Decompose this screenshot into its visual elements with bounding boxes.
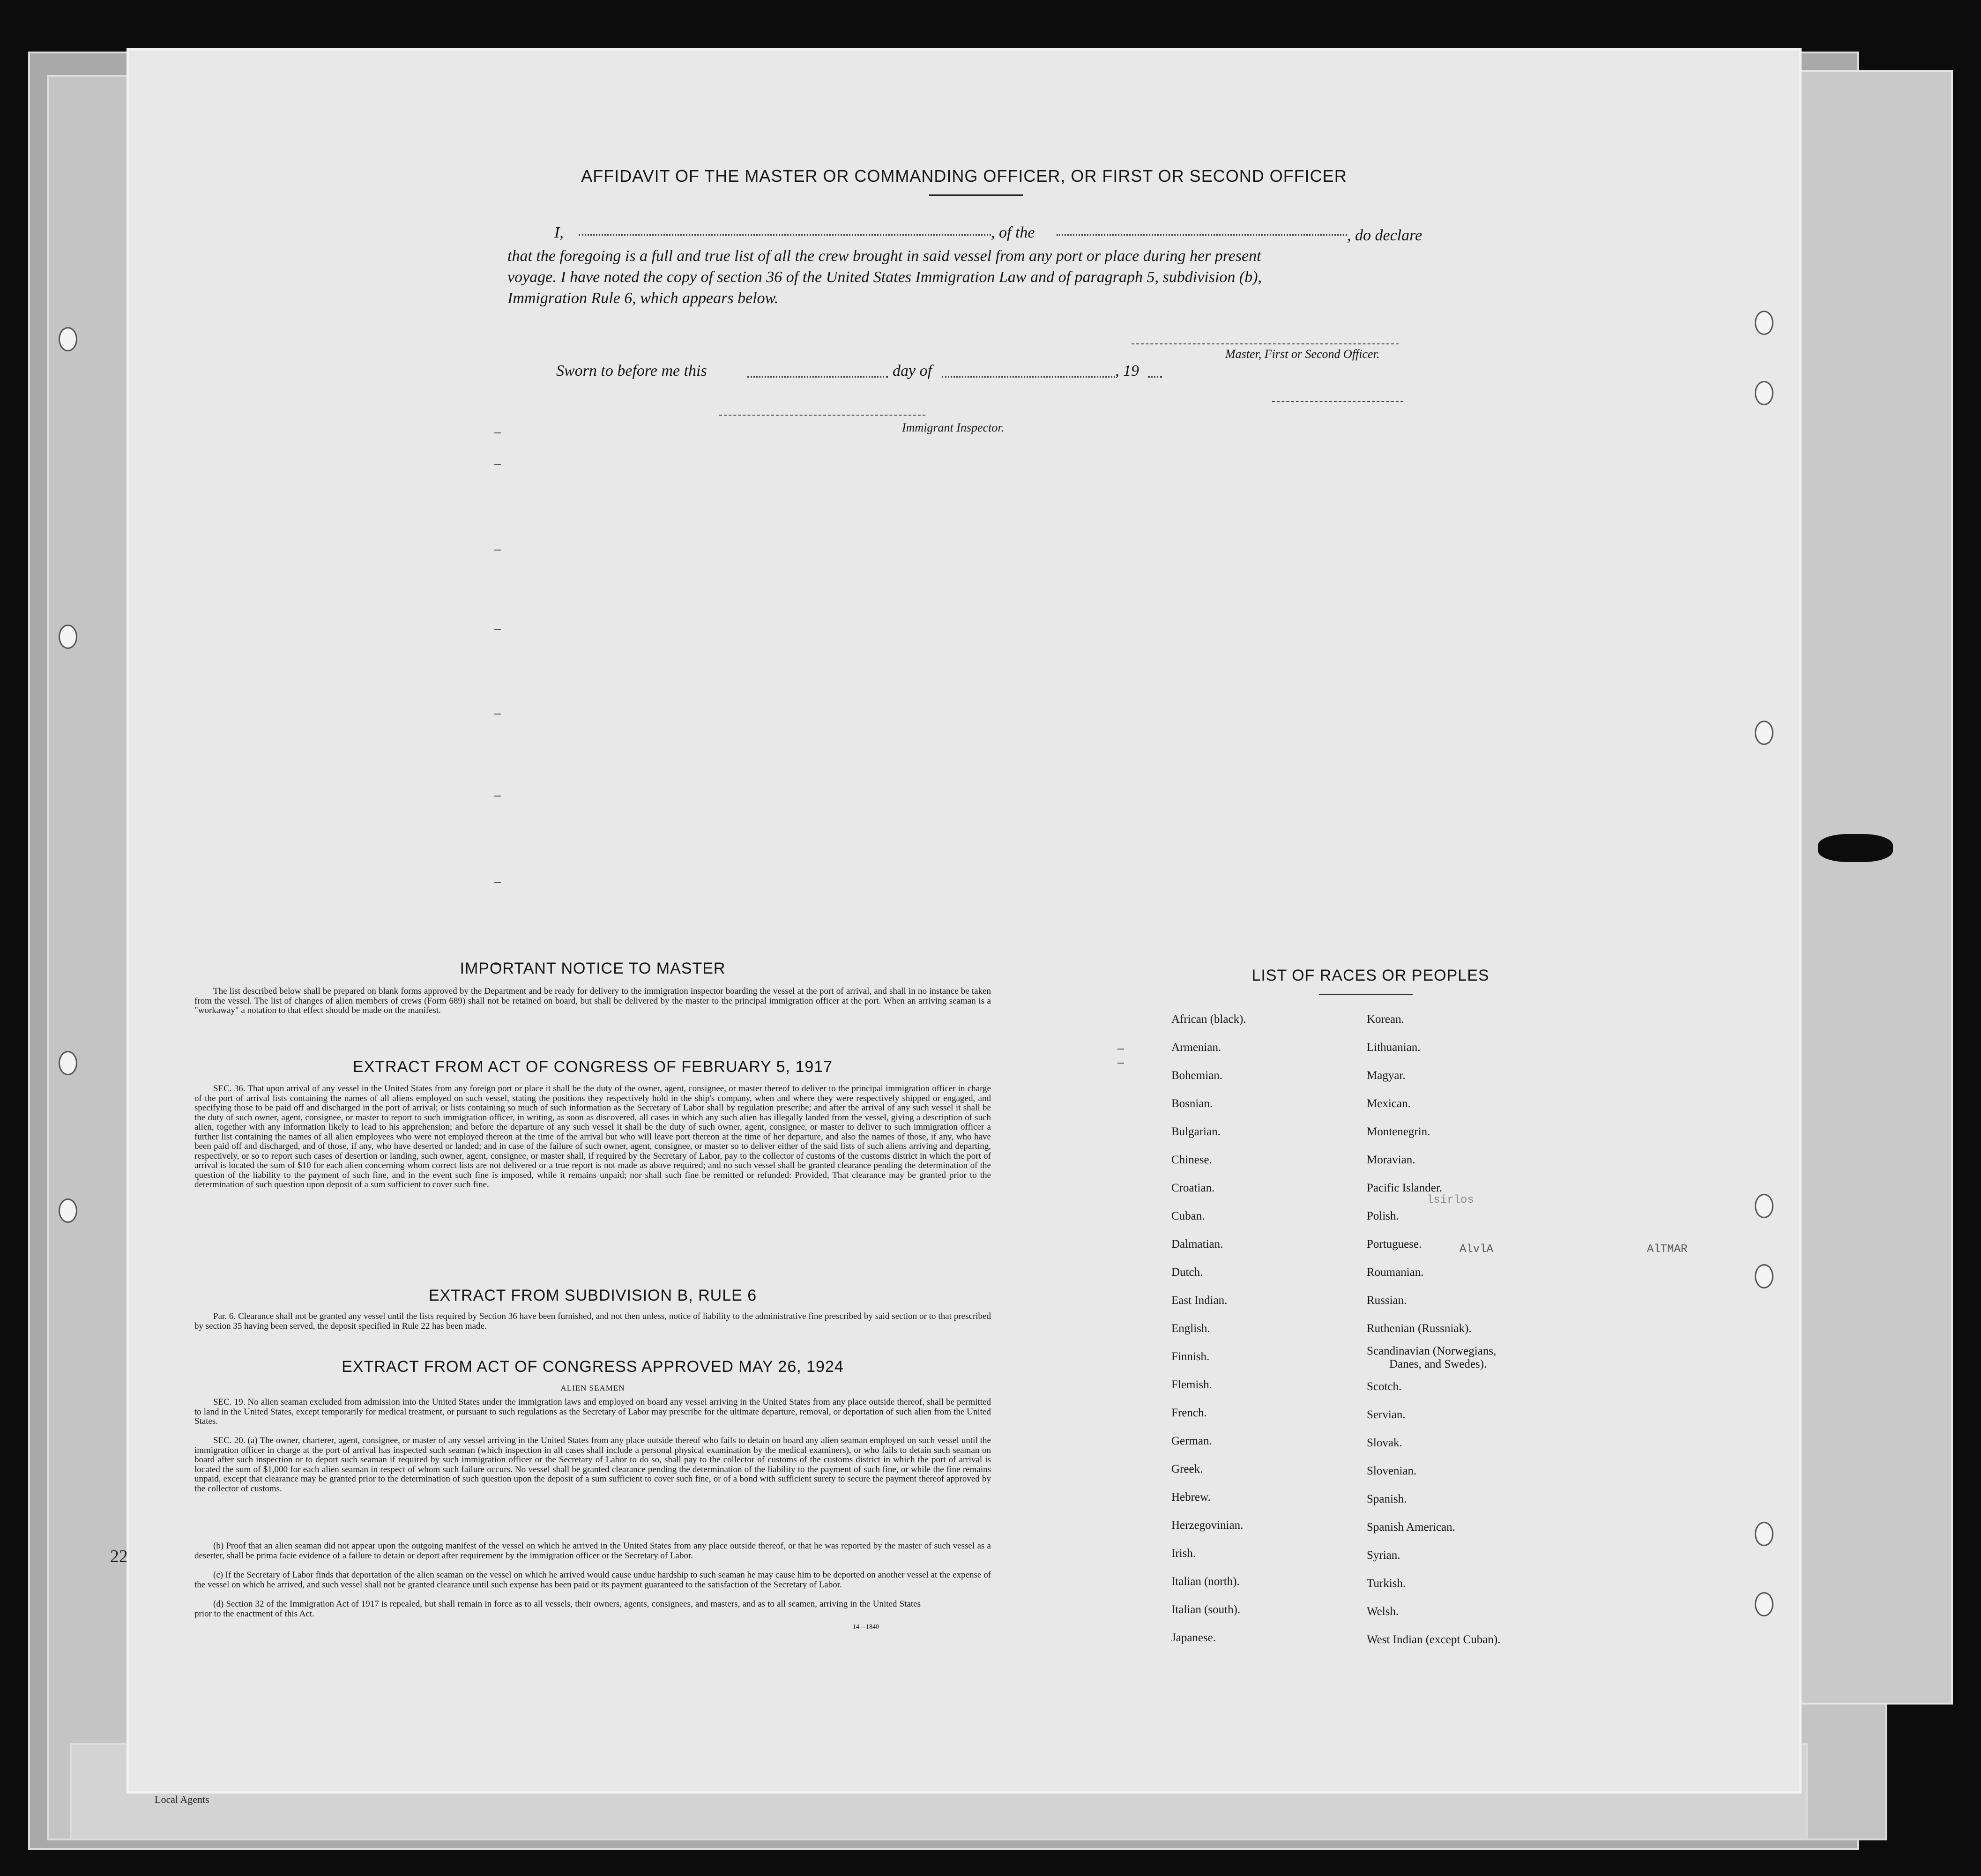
race-item: Herzegovinian. <box>1171 1519 1244 1532</box>
alien-seamen-subheading: ALIEN SEAMEN <box>560 1384 625 1392</box>
underlying-page-right-edge <box>1790 70 1953 1705</box>
race-item: Welsh. <box>1367 1605 1399 1618</box>
race-item: Servian. <box>1367 1408 1406 1421</box>
subdivision-heading: EXTRACT FROM SUBDIVISION B, RULE 6 <box>428 1287 757 1304</box>
margin-tick <box>494 796 501 797</box>
affidavit-title: AFFIDAVIT OF THE MASTER OR COMMANDING OFFICER, OR FIRST OR SECOND OFFICER <box>581 166 1347 186</box>
race-item: English. <box>1171 1322 1210 1335</box>
race-item: Finnish. <box>1171 1350 1210 1363</box>
notice-body: The list described below shall be prepared on blank forms approved by the Department and be ready for delivery to the immigration inspector boarding the vessel at the port of arrival, and shall in no instance be taken from the vessel. The list of changes of alien members of crews (Form 689) shall not be retained on board, but shall be delivered by the master to the principal immigration officer at the port. When an arriving seaman is a "workaway" a notation to that effect should be made on the manifest. <box>194 986 991 1015</box>
margin-tick <box>1117 1049 1124 1050</box>
affidavit-line4: Immigration Rule 6, which appears below. <box>507 290 779 307</box>
race-item: German. <box>1171 1435 1212 1447</box>
punch-hole <box>59 625 77 649</box>
margin-tick <box>494 464 501 465</box>
affidavit-line2: that the foregoing is a full and true list of all the crew brought in said vessel from any port or place during her present <box>507 247 1261 265</box>
sworn-day-blank[interactable] <box>747 376 888 378</box>
sec20b-body: (b) Proof that an alien seaman did not appear upon the outgoing manifest of the vessel on which he arrived in the United States from any place outside thereof, or that he was reported by the master of such vessel as a deserter, shall be prima facie evidence of a failure to detain or deport after requirement by the immigration officer or the Secretary of Labor. <box>194 1541 991 1561</box>
race-item: Armenian. <box>1171 1041 1221 1054</box>
race-item: Polish. <box>1367 1210 1399 1222</box>
race-item: Lithuanian. <box>1367 1041 1421 1054</box>
name-blank[interactable] <box>579 234 991 236</box>
inspector-signature-label: Immigrant Inspector. <box>902 421 1005 434</box>
margin-tick <box>494 629 501 630</box>
race-item: Bosnian. <box>1171 1097 1213 1110</box>
extract-1924-heading: EXTRACT FROM ACT OF CONGRESS APPROVED MAY 26, 1924 <box>342 1358 844 1376</box>
margin-tick <box>1117 1063 1124 1064</box>
punch-hole <box>1755 721 1773 745</box>
margin-tick <box>494 714 501 715</box>
race-item: Roumanian. <box>1367 1266 1424 1279</box>
race-item: Turkish. <box>1367 1577 1406 1590</box>
race-item: Irish. <box>1171 1547 1196 1560</box>
punch-hole <box>59 1199 77 1223</box>
punch-hole <box>1755 1522 1773 1546</box>
day-of-text: day of <box>893 362 932 380</box>
race-item: Scandinavian (Norwegians, <box>1367 1345 1497 1357</box>
master-signature-label: Master, First or Second Officer. <box>1225 347 1380 361</box>
race-item: Moravian. <box>1367 1154 1415 1166</box>
race-item: Ruthenian (Russniak). <box>1367 1322 1472 1335</box>
race-item: Slovak. <box>1367 1437 1402 1449</box>
bleed-mark: lsirlos <box>1427 1194 1474 1206</box>
punch-hole <box>1755 1592 1773 1616</box>
races-heading: LIST OF RACES OR PEOPLES <box>1251 967 1489 984</box>
faint-line <box>1272 401 1403 402</box>
race-item: Flemish. <box>1171 1378 1212 1391</box>
margin-tick <box>494 550 501 551</box>
punch-hole <box>59 1051 77 1075</box>
race-item: Dutch. <box>1171 1266 1203 1279</box>
bleed-local-agents: Local Agents <box>155 1794 209 1805</box>
race-item: Bohemian. <box>1171 1069 1223 1082</box>
punch-hole <box>1755 1194 1773 1218</box>
race-item: Italian (north). <box>1171 1575 1240 1588</box>
race-item: Portuguese. <box>1367 1238 1422 1251</box>
sworn-year-blank[interactable] <box>1148 376 1162 378</box>
race-item: Hebrew. <box>1171 1491 1211 1504</box>
race-item: Italian (south). <box>1171 1603 1241 1616</box>
races-rule <box>1319 994 1413 995</box>
affidavit-i: I, <box>554 224 564 241</box>
notice-heading: IMPORTANT NOTICE TO MASTER <box>460 960 726 977</box>
race-item: East Indian. <box>1171 1294 1228 1307</box>
sec19-body: SEC. 19. No alien seaman excluded from admission into the United States under the immigration laws and employed on board any vessel arriving in the United States from any place outside thereof, shall be permitted to land in the United States, except temporarily for medical treatment, or pursuant to such regulations as the Secretary of Labor may prescribe for the ultimate departure, removal, or deportation of such alien from the United States. <box>194 1397 991 1426</box>
races-column-1 <box>1171 1005 1246 1652</box>
race-item: Spanish. <box>1367 1493 1407 1505</box>
ink-stain <box>1818 834 1893 862</box>
punch-hole <box>1755 381 1773 405</box>
race-item: Syrian. <box>1367 1549 1400 1562</box>
manifest-reverse-page <box>129 51 1799 1791</box>
race-item-continuation: Danes, and Swedes). <box>1389 1358 1487 1370</box>
race-item: Dalmatian. <box>1171 1238 1223 1251</box>
punch-hole <box>59 327 77 351</box>
year-text: , 19 <box>1115 362 1139 380</box>
sec20c-body: (c) If the Secretary of Labor finds that deportation of the alien seaman on the vessel on which he arrived would cause undue hardship to such seaman he may cause him to be deported on another vessel at the expense of the vessel on which he arrived, and such vessel shall not be granted clearance until such expense has been paid or its payment guaranteed to the satisfaction of the Secretary of Labor. <box>194 1570 991 1590</box>
race-item: Scotch. <box>1367 1380 1402 1393</box>
race-item: Mexican. <box>1367 1097 1411 1110</box>
race-item: Montenegrin. <box>1367 1125 1430 1138</box>
race-item: Spanish American. <box>1367 1521 1455 1534</box>
affidavit-of-the: , of the <box>991 224 1035 241</box>
race-item-two-line <box>1367 1343 1500 1373</box>
punch-hole <box>1755 311 1773 335</box>
races-column-2 <box>1367 1005 1500 1654</box>
sec20d-body: (d) Section 32 of the Immigration Act of 1917 is repealed, but shall remain in force as to all vessels, their owners, agents, consignees, and masters, and as to all seamen, arriving in the United States prior to the enactment of this Act. <box>194 1599 921 1619</box>
affidavit-do-declare: , do declare <box>1347 227 1422 244</box>
sworn-text: Sworn to before me this <box>556 362 707 380</box>
margin-number: 22 <box>110 1547 128 1566</box>
race-item: Japanese. <box>1171 1631 1216 1644</box>
race-item: Croatian. <box>1171 1182 1215 1194</box>
race-item: Chinese. <box>1171 1154 1212 1166</box>
race-item: French. <box>1171 1407 1207 1419</box>
race-item: African (black). <box>1171 1013 1246 1026</box>
affidavit-line3: voyage. I have noted the copy of section 36 of the United States Immigration Law and of paragraph 5, subdivision (b), <box>507 268 1262 286</box>
race-item: Greek. <box>1171 1463 1203 1475</box>
race-item: Cuban. <box>1171 1210 1205 1222</box>
margin-tick <box>494 432 501 433</box>
punch-hole <box>1755 1264 1773 1288</box>
race-item: Bulgarian. <box>1171 1125 1221 1138</box>
bleed-mark: AlvlA <box>1460 1243 1494 1256</box>
extract-1917-heading: EXTRACT FROM ACT OF CONGRESS OF FEBRUARY 5, 1917 <box>352 1058 833 1076</box>
bleed-mark: AlTMAR <box>1647 1243 1688 1256</box>
title-rule <box>929 194 1023 196</box>
inspector-signature-line[interactable] <box>719 415 925 416</box>
extract-1917-body: SEC. 36. That upon arrival of any vessel in the United States from any foreign port or place it shall be the duty of the owner, agent, consignee, or master thereof to deliver to the principal immigration officer in charge of the port of arrival lists containing the names of all aliens employed on such vessel, stating the positions they respectively hold in the ship's company, when and where they were respectively shipped or engaged, and specifying those to be paid off and discharged in the port of arrival; or lists containing so much of such information as the Secretary of Labor shall by regulation prescribe; and after the arrival of any such vessel it shall be the duty of such owner, agent, consignee, or master to report to such immigration officer, in writing, as soon as discovered, all cases in which any such alien has illegally landed from the vessel, giving a description of such alien, together with any information likely to lead to his apprehension; and before the departure of any such vessel it shall be the duty of such owner, agent, consignee, or master to deliver to such immigration officer a further list containing the names of all alien employees who were not employed thereon at the time of the arrival but who will leave port thereon at the time of her departure, and also the names of those, if any, who have been paid off and discharged, and of those, if any, who have deserted or landed; and in case of the failure of such owner, agent, consignee, or master so to deliver either of the said lists of such aliens arriving and departing, respectively, or so to report such cases of desertion or landing, such owner, agent, consignee, or master shall, if required by the Secretary of Labor, pay to the collector of customs of the customs district in which the port of arrival is located the sum of $10 for each alien concerning whom correct lists are not delivered or a true report is not made as above required; and no such vessel shall be granted clearance pending the determination of the question of the liability to the payment of such fine, and in the event such fine is imposed, while it remains unpaid; nor shall such fine be remitted or refunded: Provided, That clearance may be granted prior to the determination of such question upon deposit of a sum sufficient to cover such fine. <box>194 1084 991 1190</box>
subdivision-body: Par. 6. Clearance shall not be granted any vessel until the lists required by Section 36 have been furnished, and not then unless, notice of liability to the administrative fine prescribed by said section or to that prescribed by section 35 having been served, the deposit specified in Rule 22 has been made. <box>194 1311 991 1331</box>
race-item: Pacific Islander. <box>1367 1182 1443 1194</box>
race-item: Slovenian. <box>1367 1465 1417 1477</box>
sworn-month-blank[interactable] <box>942 376 1115 378</box>
margin-tick <box>494 882 501 883</box>
race-item: Russian. <box>1367 1294 1407 1307</box>
race-item: Magyar. <box>1367 1069 1406 1082</box>
master-signature-line[interactable] <box>1132 343 1399 344</box>
form-number: 14—1840 <box>853 1623 879 1630</box>
sec20a-body: SEC. 20. (a) The owner, charterer, agent, consignee, or master of any vessel arriving in the United States from any place outside thereof who fails to detain on board any alien seaman employed on such vessel until the immigration officer in charge at the port of arrival has inspected such seaman (which inspection in all cases shall include a personal physical examination by the medical examiners), or who fails to detain such seaman on board after such inspection or to deport such seaman if required by such immigration officer or the Secretary of Labor to do so, shall pay to the collector of customs of the customs district in which the port of arrival is located the sum of $1,000 for each alien seaman in respect of whom such failure occurs. No vessel shall be granted clearance pending the determination of the liability to the payment of such fine, or while the fine remains unpaid, except that clearance may be granted prior to the determination of such question upon the deposit of a sum sufficient to cover such fine, or of a bond with sufficient surety to secure the payment thereof approved by the collector of customs. <box>194 1436 991 1494</box>
vessel-blank[interactable] <box>1057 234 1347 236</box>
race-item: Korean. <box>1367 1013 1404 1026</box>
race-item: West Indian (except Cuban). <box>1367 1633 1501 1646</box>
